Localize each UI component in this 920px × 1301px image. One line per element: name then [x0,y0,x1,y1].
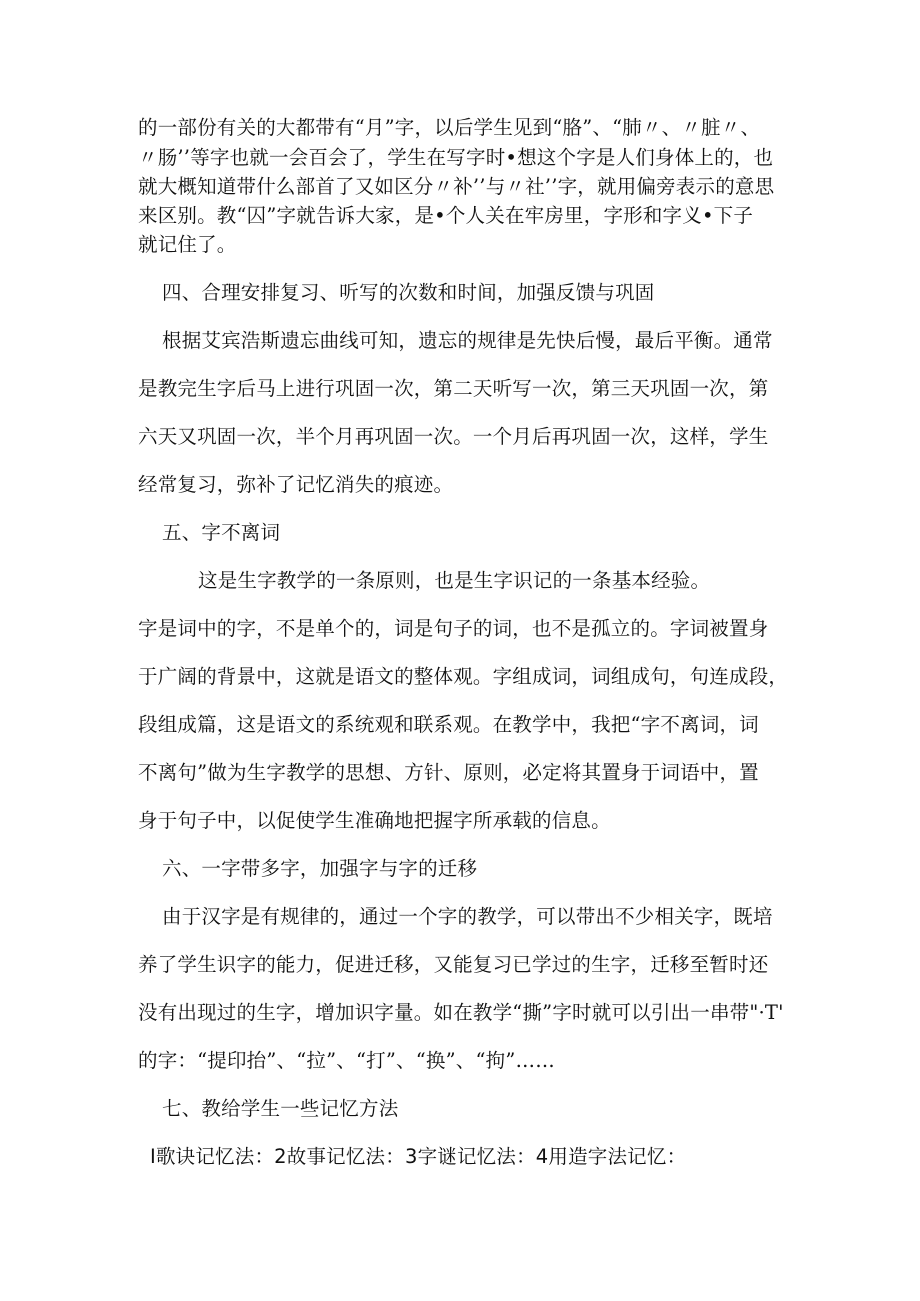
paragraph-line: 身于句子中，以促使学生准确地把握字所承载的信息。 [138,809,611,832]
paragraph-line: 六天又巩固一次，半个月再巩固一次。一个月后再巩固一次，这样，学生 [138,425,769,448]
paragraph-line: 来区别。教“囚”字就告诉大家，是•个人关在牢房里，字形和字义•下子 [138,204,754,227]
paragraph-line: 经常复习，弥补了记忆消失的痕迹。 [138,473,454,496]
paragraph-line: 的一部份有关的大都带有“月”字，以后学生见到“胳”、“肺〃、〃脏〃、 [138,116,761,139]
paragraph-line: 段组成篇，这是语文的系统观和联系观。在教学中，我把“字不离词，词 [138,713,759,736]
paragraph-line: 就大概知道带什么部首了又如区分〃补’’与〃社’’字，就用偏旁表示的意思 [138,175,775,198]
paragraph-line: 没有出现过的生字，增加识字量。如在教学“撕”字时就可以引出一串带"·T' [138,1001,784,1024]
section-heading: 五、字不离词 [162,521,281,544]
section-heading: 七、教给学生一些记忆方法 [162,1097,399,1120]
section-heading: 四、合理安排复习、听写的次数和时间，加强反馈与巩固 [162,281,655,304]
paragraph-line: 〃肠’’等字也就一会百会了，学生在写字时•想这个字是人们身体上的，也 [138,146,774,169]
paragraph-line: 于广阔的背景中，这就是语文的整体观。字组成词，词组成句，句连成段， [138,665,789,688]
section-heading: 六、一字带多字，加强字与字的迁移 [162,857,478,880]
paragraph-line: 不离句”做为生字教学的思想、方针、原则，必定将其置身于词语中，置 [138,761,759,784]
paragraph-line: 的字：“提印抬”、“拉”、“打”、“换”、“拘”…… [138,1049,555,1072]
paragraph-line: 由于汉字是有规律的，通过一个字的教学，可以带出不少相关字，既培 [162,905,773,928]
paragraph-line: I歌诀记忆法：2故事记忆法：3字谜记忆法：4用造字法记忆： [150,1145,687,1168]
paragraph-line: 字是词中的字，不是单个的，词是句子的词，也不是孤立的。字词被置身 [138,617,769,640]
paragraph-line: 根据艾宾浩斯遗忘曲线可知，遗忘的规律是先快后慢，最后平衡。通常 [162,329,773,352]
paragraph-line: 是教完生字后马上进行巩固一次，第二天听写一次，第三天巩固一次，第 [138,377,769,400]
paragraph-line: 养了学生识字的能力，促进迁移，又能复习已学过的生字，迁移至暂时还 [138,953,769,976]
paragraph-line: 这是生字教学的一条原则，也是生字识记的一条基本经验。 [198,569,711,592]
paragraph-line: 就记住了。 [138,233,237,256]
